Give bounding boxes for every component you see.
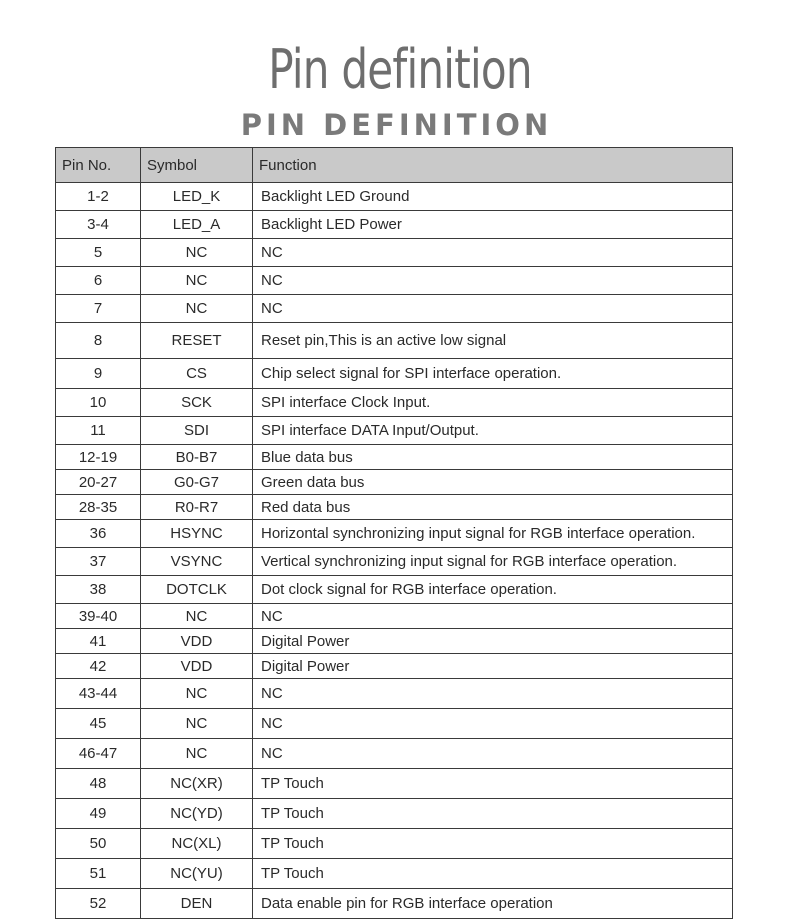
pin-function: NC [253, 295, 733, 323]
pin-function: Data enable pin for RGB interface operation [253, 889, 733, 919]
table-row [56, 548, 733, 576]
pin-function: TP Touch [253, 859, 733, 889]
pin-function: TP Touch [253, 799, 733, 829]
pin-symbol: NC(YU) [141, 859, 253, 889]
pin-function: Vertical synchronizing input signal for RGB interface operation. [253, 548, 733, 576]
table-row [56, 359, 733, 389]
table-row [56, 604, 733, 629]
pin-function: NC [253, 709, 733, 739]
pin-symbol: NC(YD) [141, 799, 253, 829]
table-row [56, 417, 733, 445]
table-row [56, 654, 733, 679]
pin-number: 50 [56, 829, 141, 859]
pin-symbol: NC(XL) [141, 829, 253, 859]
pin-symbol: SDI [141, 417, 253, 445]
table-row [56, 769, 733, 799]
pin-number: 5 [56, 239, 141, 267]
table-row [56, 739, 733, 769]
table-row [56, 709, 733, 739]
pin-symbol: HSYNC [141, 520, 253, 548]
table-row [56, 629, 733, 654]
pin-symbol: NC [141, 739, 253, 769]
pin-number: 46-47 [56, 739, 141, 769]
table-row [56, 389, 733, 417]
pin-function: Backlight LED Ground [253, 183, 733, 211]
pin-symbol: NC(XR) [141, 769, 253, 799]
pin-number: 49 [56, 799, 141, 829]
pin-number: 51 [56, 859, 141, 889]
page-subtitle: PIN DEFINITION [240, 108, 553, 142]
pin-number: 39-40 [56, 604, 141, 629]
pin-number: 12-19 [56, 445, 141, 470]
pin-number: 7 [56, 295, 141, 323]
pin-symbol: NC [141, 679, 253, 709]
pin-number: 41 [56, 629, 141, 654]
pin-function: NC [253, 739, 733, 769]
table-row [56, 576, 733, 604]
table-row [56, 679, 733, 709]
table-row [56, 295, 733, 323]
pin-number: 11 [56, 417, 141, 445]
table-row [56, 323, 733, 359]
pin-symbol: LED_K [141, 183, 253, 211]
page-title: Pin definition [268, 38, 532, 101]
column-header-pin-no: Pin No. [56, 148, 141, 183]
table-row [56, 520, 733, 548]
table-header-row [56, 148, 733, 183]
pin-symbol: DEN [141, 889, 253, 919]
pin-function: NC [253, 267, 733, 295]
pin-function: SPI interface DATA Input/Output. [253, 417, 733, 445]
pin-symbol: SCK [141, 389, 253, 417]
pin-symbol: LED_A [141, 211, 253, 239]
pin-function: NC [253, 679, 733, 709]
pin-function: SPI interface Clock Input. [253, 389, 733, 417]
pin-function: Blue data bus [253, 445, 733, 470]
pin-number: 3-4 [56, 211, 141, 239]
pin-number: 36 [56, 520, 141, 548]
pin-symbol: NC [141, 295, 253, 323]
pin-number: 37 [56, 548, 141, 576]
pin-function: Horizontal synchronizing input signal for RGB interface operation. [253, 520, 733, 548]
pin-symbol: VSYNC [141, 548, 253, 576]
table-row [56, 799, 733, 829]
pin-number: 8 [56, 323, 141, 359]
pin-number: 10 [56, 389, 141, 417]
pin-number: 20-27 [56, 470, 141, 495]
pin-function: Chip select signal for SPI interface operation. [253, 359, 733, 389]
pin-number: 38 [56, 576, 141, 604]
pin-function: Digital Power [253, 629, 733, 654]
table-row [56, 445, 733, 470]
pin-symbol: NC [141, 604, 253, 629]
column-header-function: Function [253, 148, 733, 183]
table-row [56, 211, 733, 239]
pin-number: 28-35 [56, 495, 141, 520]
pin-function: Dot clock signal for RGB interface operation. [253, 576, 733, 604]
pin-function: Digital Power [253, 654, 733, 679]
pin-symbol: B0-B7 [141, 445, 253, 470]
table-row [56, 859, 733, 889]
pin-symbol: DOTCLK [141, 576, 253, 604]
pin-symbol: G0-G7 [141, 470, 253, 495]
pin-number: 45 [56, 709, 141, 739]
table-row [56, 889, 733, 919]
table-row [56, 829, 733, 859]
pin-function: Red data bus [253, 495, 733, 520]
pin-symbol: NC [141, 709, 253, 739]
column-header-symbol: Symbol [141, 148, 253, 183]
pin-number: 48 [56, 769, 141, 799]
pin-symbol: RESET [141, 323, 253, 359]
pin-number: 52 [56, 889, 141, 919]
pin-function: Green data bus [253, 470, 733, 495]
table-row [56, 183, 733, 211]
table-row [56, 239, 733, 267]
table-row [56, 267, 733, 295]
table-row [56, 495, 733, 520]
pin-number: 9 [56, 359, 141, 389]
pin-number: 1-2 [56, 183, 141, 211]
pin-function: Backlight LED Power [253, 211, 733, 239]
pin-symbol: NC [141, 267, 253, 295]
pin-function: NC [253, 239, 733, 267]
pin-number: 6 [56, 267, 141, 295]
pin-symbol: R0-R7 [141, 495, 253, 520]
pin-number: 43-44 [56, 679, 141, 709]
pin-function: NC [253, 604, 733, 629]
pin-number: 42 [56, 654, 141, 679]
pin-symbol: VDD [141, 654, 253, 679]
pin-symbol: NC [141, 239, 253, 267]
pin-function: TP Touch [253, 829, 733, 859]
pin-function: Reset pin,This is an active low signal [253, 323, 733, 359]
table-row [56, 470, 733, 495]
pin-symbol: VDD [141, 629, 253, 654]
pin-function: TP Touch [253, 769, 733, 799]
pin-definition-table [55, 147, 733, 919]
pin-symbol: CS [141, 359, 253, 389]
